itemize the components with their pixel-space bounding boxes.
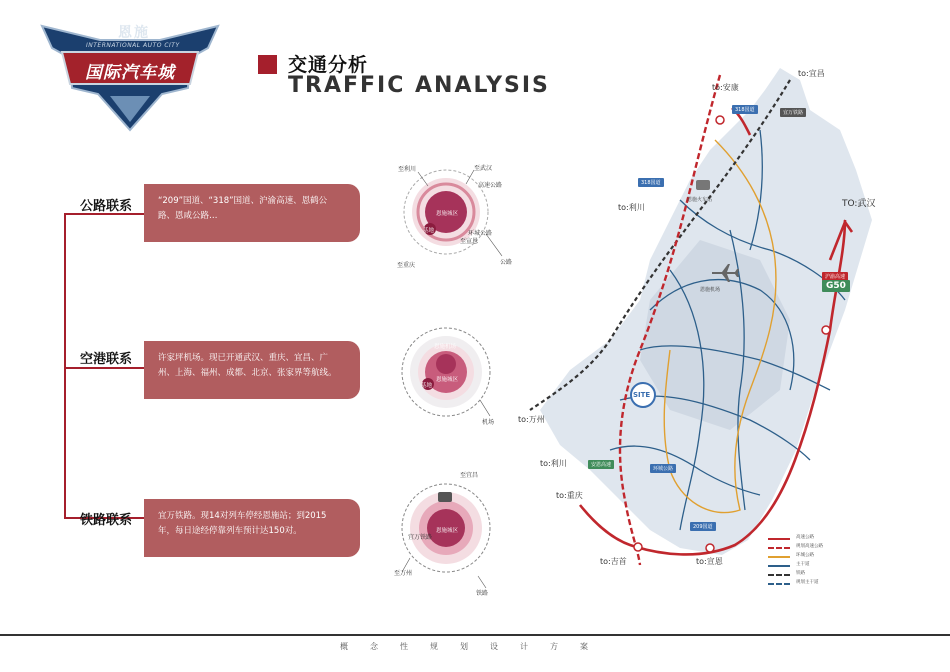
map-label-lichuan-south: to:利川 — [540, 459, 567, 468]
road-diagram-base: 基地 — [423, 228, 435, 234]
legend-row — [768, 579, 858, 588]
road-label-expressway: 高速公路 — [478, 182, 503, 189]
map-sign-209: 209国道 — [690, 522, 716, 531]
rail-diagram-center: 恩施城区 — [436, 528, 459, 534]
legend-label: 规划主干道 — [796, 580, 819, 585]
map-label-airport: 恩施机场 — [700, 287, 721, 293]
air-diagram-airport: 恩施机场 — [434, 344, 457, 350]
page-title: 交通分析 — [288, 54, 369, 76]
map-sign-g50-top: 沪渝高速 — [822, 272, 848, 281]
legend-label: 规划高速公路 — [796, 544, 823, 549]
page-title-en: TRAFFIC ANALYSIS — [288, 73, 550, 98]
road-label-chongqing: 至重庆 — [397, 262, 416, 269]
legend-row — [768, 543, 858, 552]
map-label-wanzhou: to:万州 — [518, 415, 545, 424]
footer-text: 概念性规划设计方案 — [340, 642, 610, 651]
section-label-air: 空港联系 — [80, 352, 133, 367]
map-legend — [768, 534, 868, 594]
legend-row — [768, 561, 858, 570]
legend-label: 铁路 — [796, 571, 805, 576]
map-label-yichang: to:宜昌 — [798, 69, 825, 78]
title-marker — [258, 55, 277, 74]
road-label-highway: 公路 — [500, 259, 513, 266]
map-label-xuanen: to:宣恩 — [696, 557, 723, 566]
logo-title-top: 恩施 — [118, 25, 150, 41]
legend-swatch — [768, 538, 790, 540]
road-diagram-center: 恩施城区 — [436, 211, 459, 217]
road-label-ring: 环城公路 — [468, 230, 493, 237]
section-box-road: “209”国道、“318”国道、沪渝高速、恩鹤公路、恩咸公路… — [144, 184, 360, 242]
road-label-wuhan: 至武汉 — [474, 165, 493, 172]
air-diagram-center: 恩施城区 — [436, 377, 459, 383]
traffic-map — [500, 50, 920, 610]
map-label-wuhan: TO:武汉 — [842, 199, 876, 209]
legend-swatch — [768, 574, 790, 576]
legend-swatch — [768, 556, 790, 558]
legend-label: 主干道 — [796, 562, 810, 567]
air-diagram-base: 基地 — [421, 383, 433, 389]
map-sign-318-west: 318国道 — [638, 178, 664, 187]
map-label-jishou: to:吉首 — [600, 557, 627, 566]
map-sign-g50: G50 — [822, 280, 850, 292]
map-sign-railway: 宜万铁路 — [780, 108, 806, 117]
map-label-station: 恩施火车站 — [687, 197, 713, 203]
footer-divider — [0, 634, 950, 636]
section-label-road: 公路联系 — [80, 199, 133, 214]
map-sign-anen: 安恩高速 — [588, 460, 614, 469]
map-site-marker: SITE — [633, 391, 651, 399]
rail-label-yichang: 至宜昌 — [460, 472, 479, 479]
map-label-ankang: to:安康 — [712, 83, 739, 92]
logo — [40, 18, 220, 136]
tree-branch-air — [64, 367, 144, 369]
rail-label-line: 宜万铁路 — [408, 534, 433, 541]
tree-trunk — [64, 213, 66, 518]
map-sign-ring: 环城公路 — [650, 464, 676, 473]
rail-label-wanzhou: 至万州 — [394, 570, 413, 577]
air-label-airport: 机场 — [482, 419, 495, 426]
legend-row — [768, 552, 858, 561]
legend-swatch — [768, 565, 790, 567]
legend-row — [768, 534, 858, 543]
legend-swatch — [768, 547, 790, 549]
section-box-rail: 宜万铁路。现14对列车停经恩施站；到2015年，每日途经停靠列车预计达150对。 — [144, 499, 360, 557]
section-box-air: 许家坪机场。现已开通武汉、重庆、宜昌、广州、上海、福州、成都、北京、张家界等航线。 — [144, 341, 360, 399]
legend-label: 高速公路 — [796, 535, 814, 540]
legend-label: 环城公路 — [796, 553, 814, 558]
map-sign-318-north: 318国道 — [732, 105, 758, 114]
legend-swatch — [768, 583, 790, 585]
logo-title-main: 国际汽车城 — [85, 63, 175, 83]
rail-label-railway: 铁路 — [476, 590, 489, 597]
road-label-lichuan: 至利川 — [398, 166, 417, 173]
legend-row — [768, 570, 858, 579]
map-label-lichuan-north: to:利川 — [618, 203, 645, 212]
map-label-chongqing: to:重庆 — [556, 491, 583, 500]
road-label-xuanen: 至宣恩 — [460, 238, 479, 245]
section-label-rail: 铁路联系 — [80, 513, 133, 528]
logo-subtitle: INTERNATIONAL AUTO CITY — [86, 42, 180, 49]
